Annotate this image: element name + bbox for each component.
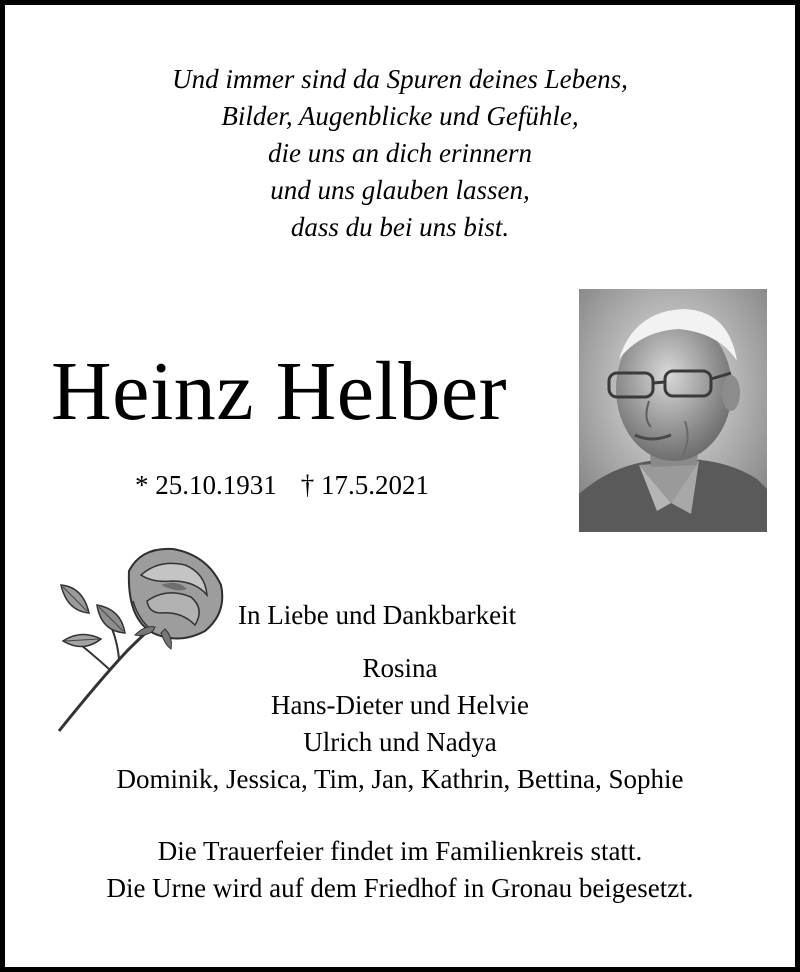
memorial-poem xyxy=(5,61,795,246)
funeral-detail-line: Die Trauerfeier findet im Familienkreis statt. xyxy=(157,836,643,866)
family-name-line: Ulrich und Nadya xyxy=(303,727,497,757)
deceased-name: Heinz Helber xyxy=(51,345,508,438)
death-date: † 17.5.2021 xyxy=(300,470,429,500)
life-dates xyxy=(135,467,429,503)
poem-line: dass du bei uns bist. xyxy=(290,212,510,242)
family-name-line: Dominik, Jessica, Tim, Jan, Kathrin, Bettina, Sophie xyxy=(116,764,684,794)
family-names xyxy=(5,650,795,798)
poem-line: Bilder, Augenblicke und Gefühle, xyxy=(221,101,579,131)
family-name-line: Rosina xyxy=(362,653,438,683)
poem-line: Und immer sind da Spuren deines Lebens, xyxy=(172,64,628,94)
birth-date: * 25.10.1931 xyxy=(135,470,277,500)
family-intro: In Liebe und Dankbarkeit xyxy=(238,600,517,630)
poem-line: die uns an dich erinnern xyxy=(268,138,532,168)
funeral-details xyxy=(5,833,795,907)
portrait-photo xyxy=(579,289,767,532)
poem-line: und uns glauben lassen, xyxy=(270,175,530,205)
family-name-line: Hans-Dieter und Helvie xyxy=(271,690,529,720)
funeral-detail-line: Die Urne wird auf dem Friedhof in Gronau beigesetzt. xyxy=(106,873,694,903)
